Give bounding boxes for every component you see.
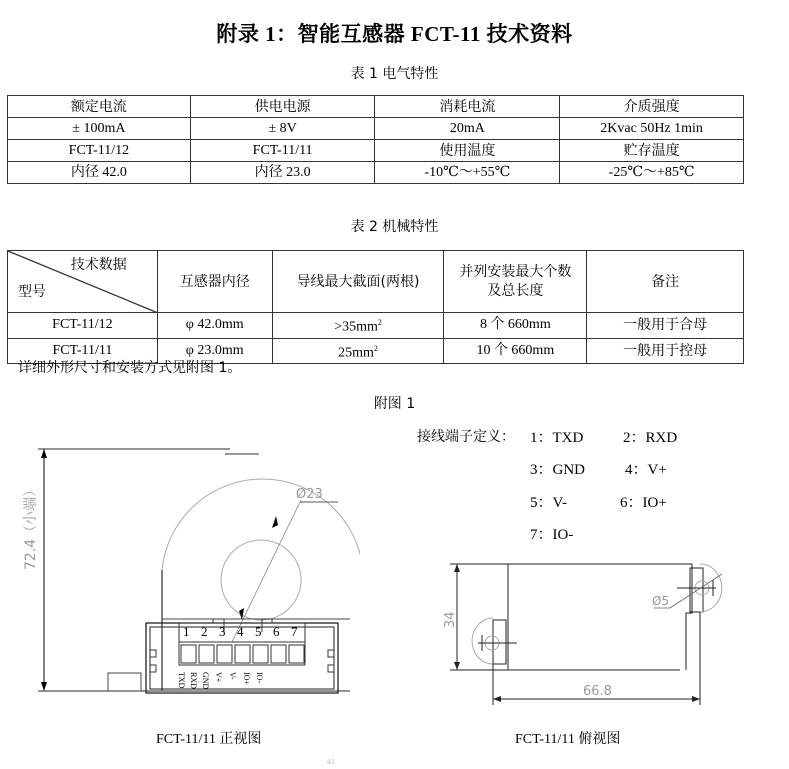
hole-dimension-label: Ø5 — [652, 594, 670, 608]
pin-label: TXD — [177, 672, 186, 689]
header-cell: 并列安装最大个数及总长度 — [444, 251, 587, 313]
front-view-drawing — [20, 420, 360, 710]
table2-caption: 表 2 机械特性 — [350, 219, 439, 235]
table-cell: FCT-11/11 — [190, 140, 375, 162]
table-cell: 消耗电流 — [375, 96, 560, 118]
table-cell: 20mA — [375, 118, 560, 140]
table-cell: -25℃～+85℃ — [560, 162, 744, 184]
table-cell: 内径 42.0 — [8, 162, 191, 184]
pin-number: 4 — [237, 624, 244, 639]
superscript: 2 — [373, 343, 378, 353]
top-height-dimension-label: 34 — [443, 611, 458, 628]
table-cell: φ 23.0mm — [157, 338, 272, 364]
table-cell: FCT-11/12 — [8, 140, 191, 162]
table-cell: -10℃～+55℃ — [375, 162, 560, 184]
pin-number: 7 — [291, 624, 298, 639]
table-cell: 一般用于合母 — [587, 313, 744, 339]
pin-label: V- — [228, 672, 237, 680]
front-view-label: FCT-11/11 正视图 — [156, 732, 262, 747]
top-view-label: FCT-11/11 俯视图 — [515, 732, 621, 747]
pin-number: 3 — [219, 624, 226, 639]
table1-caption: 表 1 电气特性 — [350, 66, 439, 82]
pin-definition-title: 接线端子定义： — [417, 429, 515, 445]
table-cell: φ 42.0mm — [157, 313, 272, 339]
table-cell: 内径 23.0 — [190, 162, 375, 184]
table-cell: 使用温度 — [375, 140, 560, 162]
pin-number: 1 — [183, 624, 190, 639]
pin-number: 5 — [255, 624, 262, 639]
pin-def-item: 2：RXD — [623, 430, 678, 446]
note-text: 详细外形尺寸和安装方式见附图 1。 — [18, 360, 242, 376]
table-row — [8, 140, 744, 162]
diagonal-header-cell — [8, 251, 158, 313]
table-cell: 供电电源 — [190, 96, 375, 118]
height-dimension-label: 72.4（小端） — [23, 482, 39, 570]
header-cell: 互感器内径 — [157, 251, 272, 313]
pin-def-item: 5：V- — [530, 495, 567, 511]
pin-label: GND — [201, 672, 210, 690]
table-cell: 贮存温度 — [560, 140, 744, 162]
pin-def-item: 6：IO+ — [620, 495, 667, 511]
table-cell: FCT-11/11 — [8, 338, 158, 364]
pin-def-item: 3：GND — [530, 462, 585, 478]
table-cell — [272, 313, 444, 339]
superscript: 2 — [377, 318, 382, 327]
header-cell: 备注 — [587, 251, 744, 313]
table-cell: 介质强度 — [560, 96, 744, 118]
pin-label: RXD — [189, 672, 198, 689]
table-cell: 10 个 660mm — [444, 338, 587, 364]
table-row — [8, 162, 744, 184]
table-row — [8, 96, 744, 118]
pin-label: IO- — [255, 672, 264, 684]
width-dimension-label: 66.8 — [583, 684, 612, 699]
pin-number: 2 — [201, 624, 208, 639]
pin-def-item: 4：V+ — [625, 462, 667, 478]
header-model: 型号 — [18, 284, 46, 300]
table-header-row — [8, 251, 744, 313]
table-row — [8, 313, 744, 339]
table-cell: 一般用于控母 — [587, 338, 744, 364]
table-cell: 额定电流 — [8, 96, 191, 118]
table-cell — [272, 338, 444, 364]
table-cell: ± 8V — [190, 118, 375, 140]
pin-def-item: 1：TXD — [530, 430, 584, 446]
table-row — [8, 118, 744, 140]
document-title: 附录 1：智能互感器 FCT-11 技术资料 — [216, 22, 573, 46]
section-value: 25mm — [338, 345, 374, 361]
figure-caption: 附图 1 — [373, 396, 416, 412]
mechanical-table — [7, 250, 744, 364]
pin-def-item: 7：IO- — [530, 527, 574, 543]
section-value: >35mm — [334, 319, 378, 335]
table-cell: ± 100mA — [8, 118, 191, 140]
diameter-label: Ø23 — [296, 487, 323, 502]
table-cell: 2Kvac 50Hz 1min — [560, 118, 744, 140]
pin-label: V+ — [214, 672, 223, 683]
table-cell: 8 个 660mm — [444, 313, 587, 339]
header-tech-data: 技术数据 — [70, 257, 127, 273]
electrical-table — [7, 95, 744, 184]
pin-number: 6 — [273, 624, 280, 639]
header-cell: 导线最大截面(两根) — [272, 251, 444, 313]
pin-label: IO+ — [242, 672, 251, 685]
page-mark: 41 — [327, 757, 335, 766]
table-cell: FCT-11/12 — [8, 313, 158, 339]
